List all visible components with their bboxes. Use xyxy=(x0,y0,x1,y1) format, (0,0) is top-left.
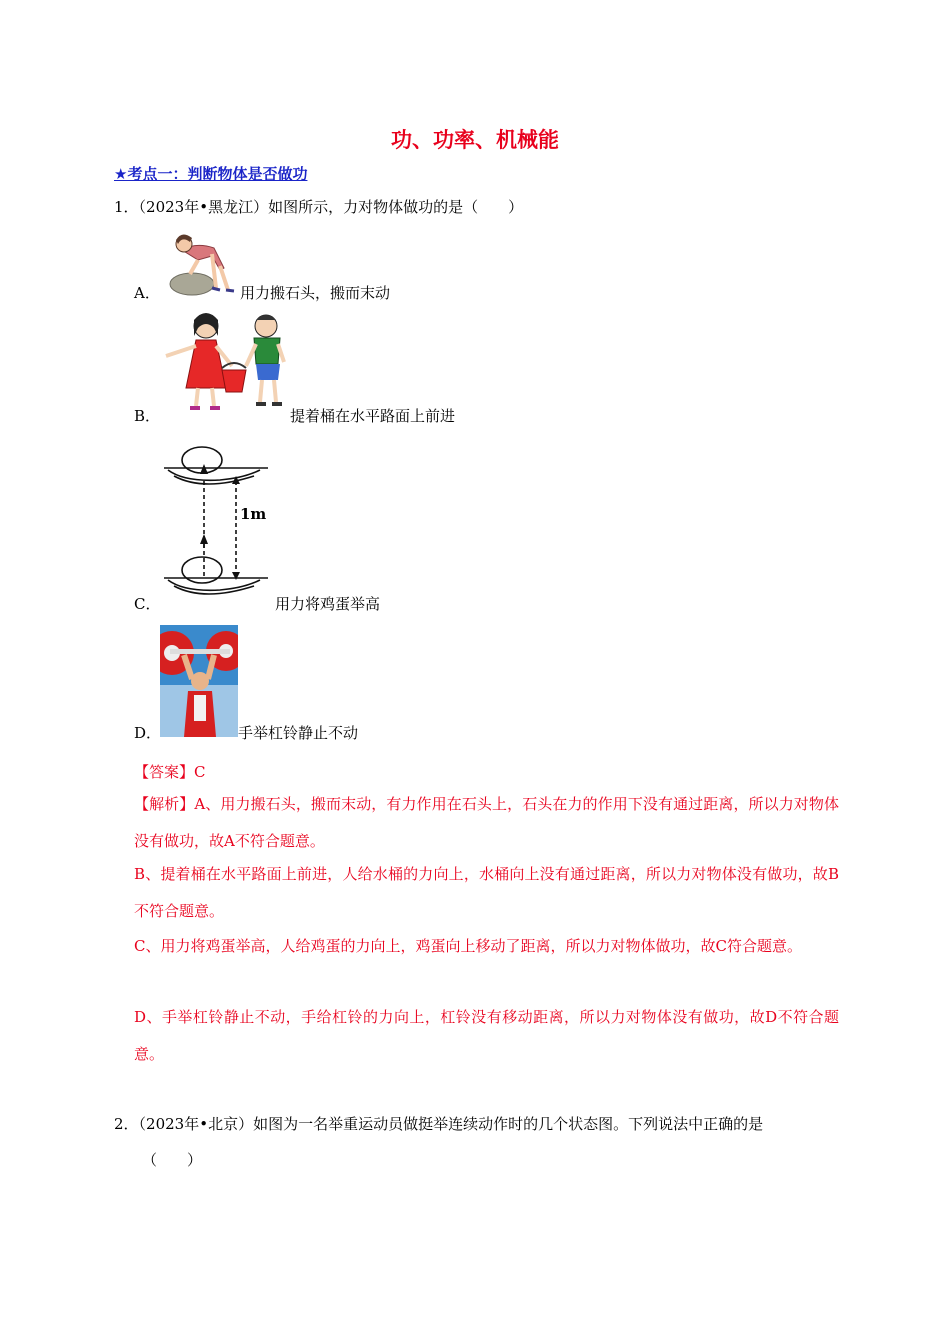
page-title: 功、功率、机械能 xyxy=(391,128,559,152)
option-d-letter: D． xyxy=(134,724,162,742)
answer-line xyxy=(134,761,206,782)
egg-distance-label: 1m xyxy=(240,505,267,523)
question-1-stem: 1．（2023年•黑龙江）如图所示，力对物体做功的是（ ） xyxy=(114,198,524,216)
question-2-paren: （ ） xyxy=(142,1151,203,1169)
answer-label: 【答案】 xyxy=(134,763,195,781)
children-carrying-bucket-icon xyxy=(160,306,290,414)
analysis-c: C、用力将鸡蛋举高，人给鸡蛋的力向上，鸡蛋向上移动了距离，所以力对物体做功，故C符合题意。 xyxy=(134,937,802,955)
analysis-d: D、手举杠铃静止不动，手给杠铃的力向上，杠铃没有移动距离，所以力对物体没有做功，故D不符合题意。 xyxy=(134,1008,839,1063)
option-b-text: 提着桶在水平路面上前进 xyxy=(290,407,456,425)
question-2 xyxy=(114,1106,839,1178)
option-a-text: 用力搬石头，搬而末动 xyxy=(240,284,391,302)
option-c-letter: C． xyxy=(134,595,161,613)
analysis-b: B、提着桶在水平路面上前进，人给水桶的力向上，水桶向上没有通过距离，所以力对物体没有做功，故B不符合题意。 xyxy=(134,865,839,920)
woman-pushing-rock-icon xyxy=(168,228,240,296)
option-b-letter: B． xyxy=(134,407,161,425)
option-c-text: 用力将鸡蛋举高 xyxy=(275,595,381,613)
analysis-a xyxy=(134,786,839,860)
analysis-label: 【解析】 xyxy=(134,795,195,813)
option-a-letter: A． xyxy=(134,284,160,302)
option-d-text: 手举杠铃静止不动 xyxy=(238,724,359,742)
section-heading: ★考点一：判断物体是否做功 xyxy=(114,165,308,183)
question-2-stem: 2．（2023年•北京）如图为一名举重运动员做挺举连续动作时的几个状态图。下列说法中正确的是 xyxy=(114,1115,764,1133)
analysis-a-text: A、用力搬石头，搬而末动，有力作用在石头上，石头在力的作用下没有通过距离，所以力对物体没有做功，故A不符合题意。 xyxy=(134,795,839,850)
answer-value: C xyxy=(194,763,206,781)
weightlifter-photo-icon xyxy=(160,625,238,737)
